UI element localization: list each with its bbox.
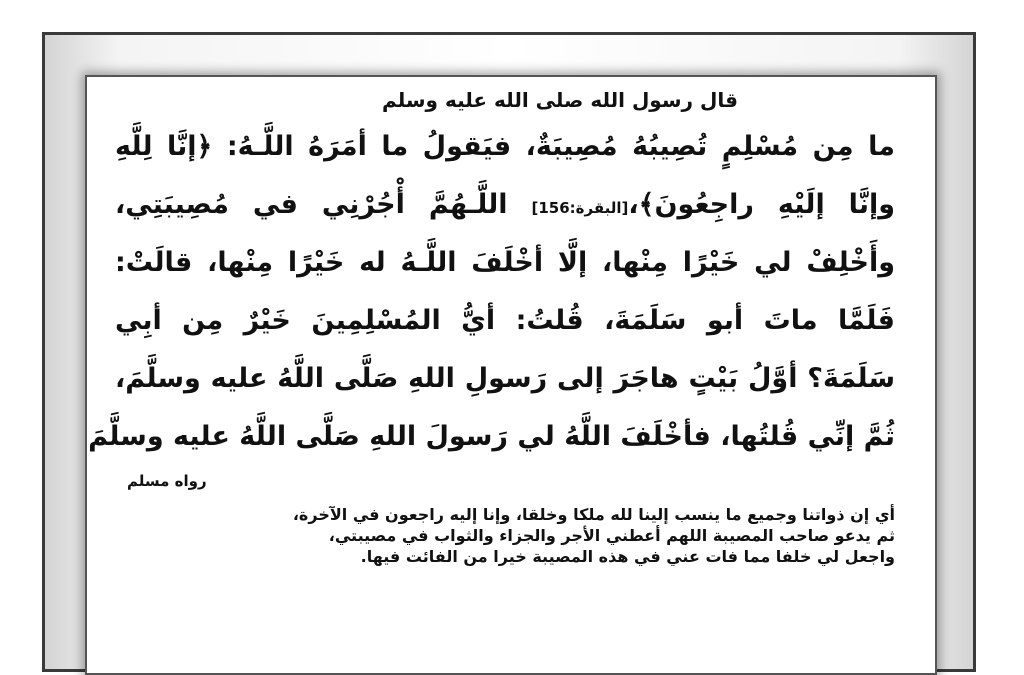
hadith-card <box>88 82 895 567</box>
hadith-line-1: ما مِن مُسْلِمٍ تُصِيبُهُ مُصِيبَةٌ، فيَقولُ ما أمَرَهُ اللَّـهُ: ﴿إنَّا لِلَّهِ <box>115 131 895 162</box>
hadith-line-2-start: وإنَّا إلَيْهِ راجِعُونَ﴾، <box>628 189 895 220</box>
hadith-line-5: سَلَمَةَ؟ أوَّلُ بَيْتٍ هاجَرَ إلى رَسولِ اللهِ صَلَّى اللَّهُ عليه وسلَّمَ، <box>115 363 895 394</box>
explanation-line: ثم يدعو صاحب المصيبة اللهم أعطني الأجر والجزاء والثواب في مصيبتي، <box>328 526 895 545</box>
page-title: قال رسول الله صلى الله عليه وسلم <box>382 88 738 112</box>
explanation-line: أي إن ذواتنا وجميع ما ينسب إلينا لله ملكا وخلقا، وإنا إليه راجعون في الآخرة، <box>292 505 895 524</box>
hadith-line-6: ثُمَّ إنِّي قُلتُها، فأخْلَفَ اللَّهُ لي رَسولَ اللهِ صَلَّى اللَّهُ عليه وسلَّمَ <box>88 421 895 452</box>
hadith-line-3: وأَخْلِفْ لي خَيْرًا مِنْها، إلَّا أخْلَفَ اللَّـهُ له خَيْرًا مِنْها، قالَتْ: <box>115 247 895 278</box>
hadith-line-2 <box>115 176 895 234</box>
explanation-block <box>115 504 895 567</box>
quran-reference: [البقرة:156] <box>531 199 629 217</box>
hadith-line-4: فَلَمَّا ماتَ أبو سَلَمَةَ، قُلتُ: أيُّ المُسْلِمِينَ خَيْرٌ مِن أبِي <box>115 305 895 336</box>
hadith-line-2-end: اللَّـهُمَّ أْجُرْنِي في مُصِيبَتِي، <box>115 189 508 220</box>
hadith-source: رواه مسلم <box>127 472 207 490</box>
explanation-line: واجعل لي خلفا مما فات عني في هذه المصيبة خيرا من الفائت فيها. <box>360 547 895 566</box>
